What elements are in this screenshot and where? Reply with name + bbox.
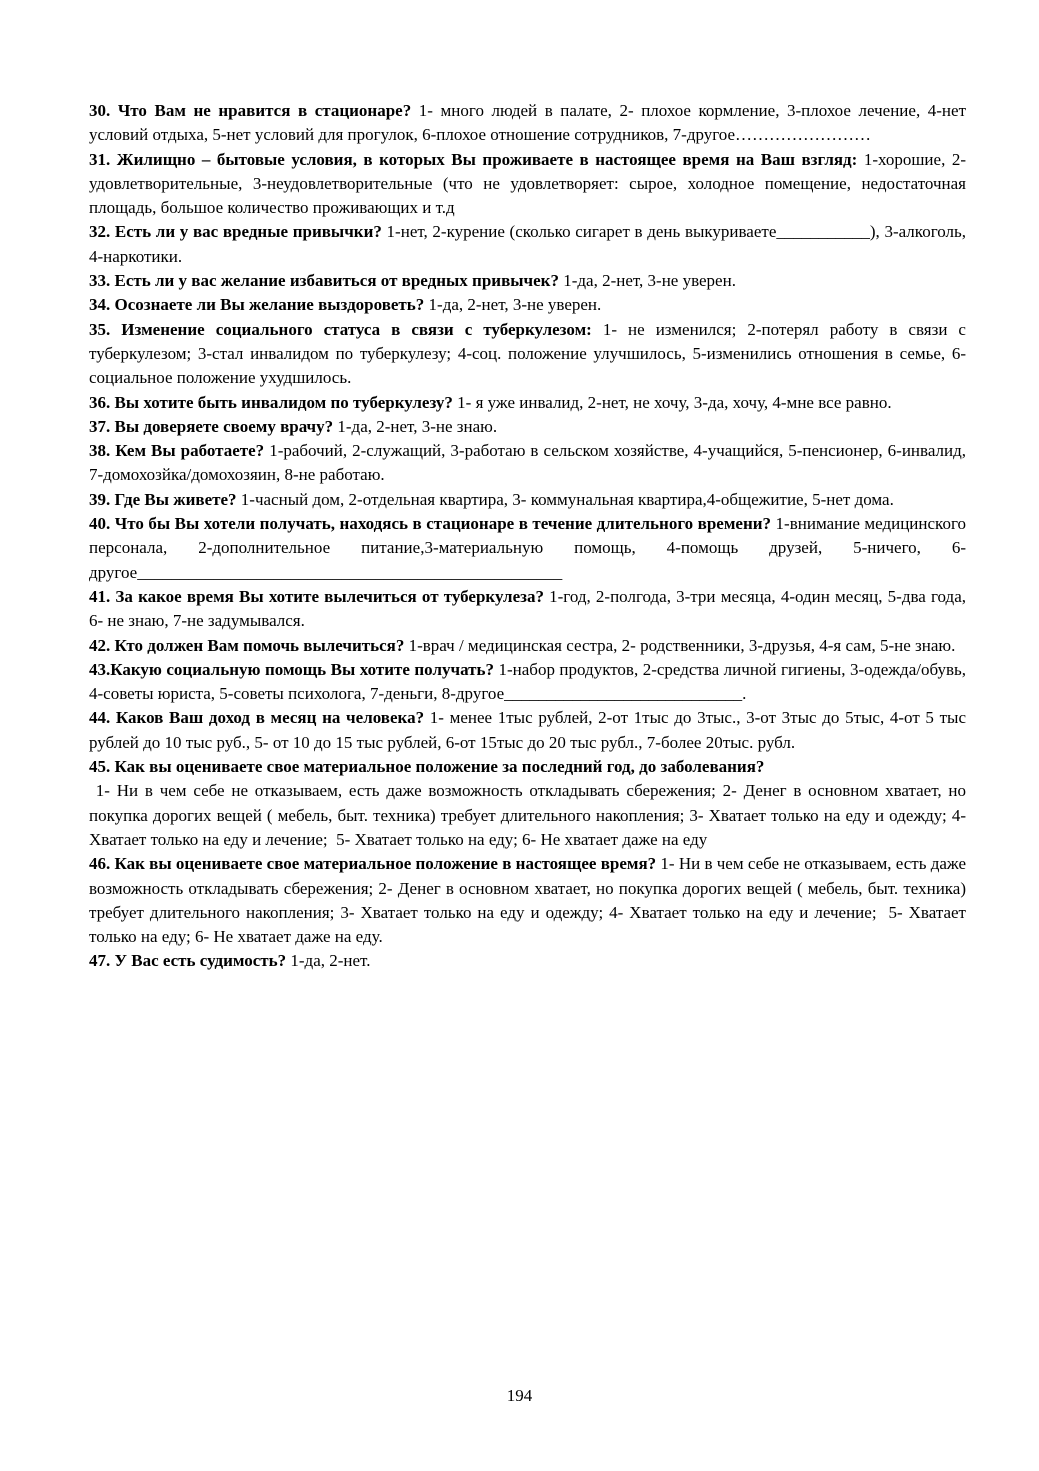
question-options: 1-да, 2-нет, 3-не знаю. [333, 416, 498, 436]
question-heading: 37. Вы доверяете своему врачу? [89, 416, 334, 436]
question-heading: 33. Есть ли у вас желание избавиться от вредных привычек? [89, 271, 559, 291]
question-32 [89, 220, 971, 269]
question-36 [89, 391, 966, 415]
question-options: 1- менее 1тыс рублей, 2-от 1тыс до 3тыс., 3-от 3тыс до 5тыс, 4-от 5 тыс рублей до 10 тыс руб., 5- от 10 до 15 тыс рублей, 6-от 15тыс до 20 тыс рубл., 7-более 20тыс. рубл. [89, 708, 971, 752]
question-heading: 36. Вы хотите быть инвалидом по туберкулезу? [89, 392, 453, 412]
question-38 [89, 439, 971, 488]
question-34 [89, 293, 966, 317]
question-42 [89, 634, 966, 658]
question-heading: 45. Как вы оцениваете свое материальное положение за последний год, до заболевания? [89, 757, 765, 777]
question-options: 1-врач / медицинская сестра, 2- родственники, 3-друзья, 4-я сам, 5-не знаю. [404, 635, 956, 655]
question-options: 1-нет, 2-курение (сколько сигарет в день выкуриваете___________), 3-алкоголь, 4-наркотики. [89, 222, 971, 266]
question-options: 1-да, 2-нет, 3-не уверен. [424, 295, 602, 315]
question-37 [89, 415, 966, 439]
question-options: 1- Ни в чем себе не отказываем, есть даже возможность откладывать сбережения; 2- Денег в основном хватает, но покупка дорогих вещей ( мебель, быт. техника) требует длительного накопления; 3- Хватает только на еду и одежду; 4- Хватает только на еду и лечение; 5- Хватает только на еду; 6- Не хватает даже на еду. [89, 854, 971, 947]
question-options: 1-год, 2-полгода, 3-три месяца, 4-один месяц, 5-два года, 6- не знаю, 7-не задумывался. [89, 586, 971, 631]
question-40 [89, 512, 971, 585]
question-44 [89, 706, 971, 755]
question-options: 1-рабочий, 2-служащий, 3-работаю в сельском хозяйстве, 4-учащийся, 5-пенсионер, 6-инвалид, 7-домохозйка/домохозяин, 8-не работаю. [89, 441, 971, 485]
question-47 [89, 949, 966, 973]
question-heading: 32. Есть ли у вас вредные привычки? [89, 222, 382, 242]
question-options: 1- Ни в чем себе не отказываем, есть даже возможность откладывать сбережения; 2- Денег в основном хватает, но покупка дорогих вещей ( мебель, быт. техника) требует длительного накопления; 3- Хватает только на еду и одежду; 4- Хватает только на еду и лечение; 5- Хватает только на еду; 6- Не хватает даже на еду [89, 781, 966, 849]
question-options: 1-хорошие, 2-удовлетворительные, 3-неудовлетворительные (что не удовлетворяет: сырое, холодное помещение, недостаточная площадь, большое количество проживающих и т.д [89, 149, 971, 218]
question-options: 1- много людей в палате, 2- плохое кормление, 3-плохое лечение, 4-нет условий отдыха, 5-нет условий для прогулок, 6-плохое отношение сотрудников, 7-другое…………………… [89, 101, 971, 145]
question-heading: 30. Что Вам не нравится в стационаре? [89, 101, 412, 120]
question-35 [89, 318, 971, 391]
question-heading: 42. Кто должен Вам помочь вылечиться? [89, 635, 405, 655]
question-options: 1-часный дом, 2-отдельная квартира, 3- коммунальная квартира,4-общежитие, 5-нет дома. [236, 489, 894, 509]
question-heading: 35. Изменение социального статуса в связи с туберкулезом: [89, 319, 592, 339]
question-heading: 38. Кем Вы работаете? [89, 441, 265, 461]
page-content [89, 99, 971, 974]
question-heading: 31. Жилищно – бытовые условия, в которых Вы проживаете в настоящее время на Ваш взгляд: [89, 149, 858, 169]
page-number: 194 [506, 1386, 533, 1405]
question-46 [89, 852, 971, 949]
question-31 [89, 148, 971, 221]
question-heading: 44. Каков Ваш доход в месяц на человека? [89, 708, 425, 728]
question-heading: 43.Какую социальную помощь Вы хотите получать? [89, 659, 494, 679]
question-33 [89, 269, 966, 293]
question-heading: 40. Что бы Вы хотели получать, находясь в стационаре в течение длительного времени? [89, 514, 772, 534]
question-39 [89, 488, 966, 512]
question-options: 1-внимание медицинского персонала, 2-дополнительное питание,3-материальную помощь, 4-помощь друзей, 5-ничего, 6-другое__________________________________________________ [89, 514, 971, 582]
question-30 [89, 99, 971, 148]
question-options: 1- не изменился; 2-потерял работу в связи с туберкулезом; 3-стал инвалидом по туберкулезу; 4-соц. положение улучшилось, 5-изменились отношения в семье, 6-социальное положение ухудшилось. [89, 319, 971, 388]
question-heading: 41. За какое время Вы хотите вылечиться от туберкулеза? [89, 586, 544, 606]
question-options: 1- я уже инвалид, 2-нет, не хочу, 3-да, хочу, 4-мне все равно. [452, 392, 892, 412]
question-options: 1-да, 2-нет, 3-не уверен. [558, 271, 736, 291]
question-43 [89, 658, 971, 707]
question-options: 1-да, 2-нет. [286, 951, 371, 971]
question-heading: 47. У Вас есть судимость? [89, 951, 287, 971]
question-options: 1-набор продуктов, 2-средства личной гигиены, 3-одежда/обувь, 4-советы юриста, 5-советы психолога, 7-деньги, 8-другое____________________________. [89, 659, 971, 704]
question-45 [89, 755, 966, 852]
question-heading: 39. Где Вы живете? [89, 489, 237, 509]
question-heading: 46. Как вы оцениваете свое материальное положение в настоящее время? [89, 854, 657, 874]
question-41 [89, 585, 971, 634]
question-heading: 34. Осознаете ли Вы желание выздороветь? [89, 295, 425, 315]
